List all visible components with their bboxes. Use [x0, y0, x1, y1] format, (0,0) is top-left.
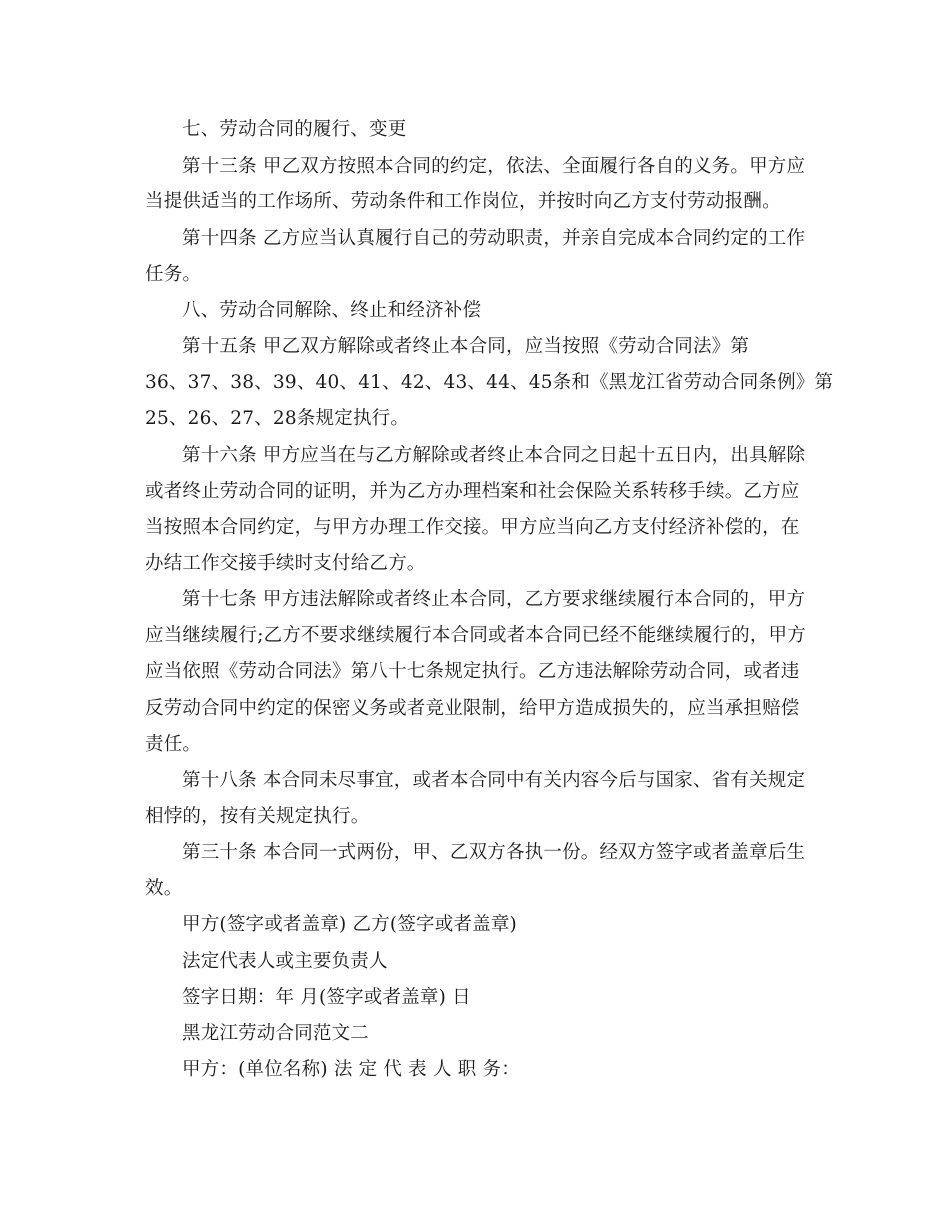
paragraph-line: 相悖的，按有关规定执行。 [145, 806, 370, 827]
section-heading: 八、劳动合同解除、终止和经济补偿 [182, 300, 482, 321]
paragraph-line: 任务。 [145, 264, 202, 285]
paragraph-line: 效。 [145, 878, 183, 899]
paragraph-line: 第十六条 甲方应当在与乙方解除或者终止本合同之日起十五日内，出具解除 [182, 445, 806, 466]
paragraph-line: 甲方：(单位名称) 法 定 代 表 人 职 务： [182, 1059, 520, 1080]
paragraph-line: 或者终止劳动合同的证明，并为乙方办理档案和社会保险关系转移手续。乙方应 [145, 481, 800, 502]
paragraph-line: 反劳动合同中约定的保密义务或者竞业限制，给甲方造成损失的，应当承担赔偿 [145, 698, 800, 719]
section-heading: 七、劳动合同的履行、变更 [182, 119, 407, 140]
paragraph-line: 当提供适当的工作场所、劳动条件和工作岗位，并按时向乙方支付劳动报酬。 [145, 191, 781, 212]
paragraph-line: 第十三条 甲乙双方按照本合同的约定，依法、全面履行各自的义务。甲方应 [182, 156, 806, 177]
signature-line: 甲方(签字或者盖章) 乙方(签字或者盖章) [182, 914, 517, 935]
section-heading: 黑龙江劳动合同范文二 [182, 1023, 370, 1044]
signature-line: 法定代表人或主要负责人 [182, 951, 388, 972]
paragraph-line: 责任。 [145, 734, 202, 755]
signature-date-line: 签字日期：年 月(签字或者盖章) 日 [182, 987, 471, 1008]
paragraph-line: 第十四条 乙方应当认真履行自己的劳动职责，并亲自完成本合同约定的工作 [182, 228, 806, 249]
paragraph-line: 第十五条 甲乙双方解除或者终止本合同，应当按照《劳动合同法》第 [182, 336, 750, 357]
paragraph-line: 应当继续履行;乙方不要求继续履行本合同或者本合同已经不能继续履行的，甲方 [145, 625, 806, 646]
paragraph-line: 第十七条 甲方违法解除或者终止本合同，乙方要求继续履行本合同的，甲方 [182, 589, 806, 610]
paragraph-line: 当按照本合同约定，与甲方办理工作交接。甲方应当向乙方支付经济补偿的，在 [145, 517, 800, 538]
paragraph-line: 办结工作交接手续时支付给乙方。 [145, 553, 426, 574]
paragraph-line: 第三十条 本合同一式两份，甲、乙双方各执一份。经双方签字或者盖章后生 [182, 842, 806, 863]
paragraph-line: 36、37、38、39、40、41、42、43、44、45条和《黑龙江省劳动合同条例》第 [145, 372, 834, 393]
paragraph-line: 应当依照《劳动合同法》第八十七条规定执行。乙方违法解除劳动合同，或者违 [145, 661, 800, 682]
paragraph-line: 25、26、27、28条规定执行。 [145, 408, 410, 429]
paragraph-line: 第十八条 本合同未尽事宜，或者本合同中有关内容今后与国家、省有关规定 [182, 770, 806, 791]
